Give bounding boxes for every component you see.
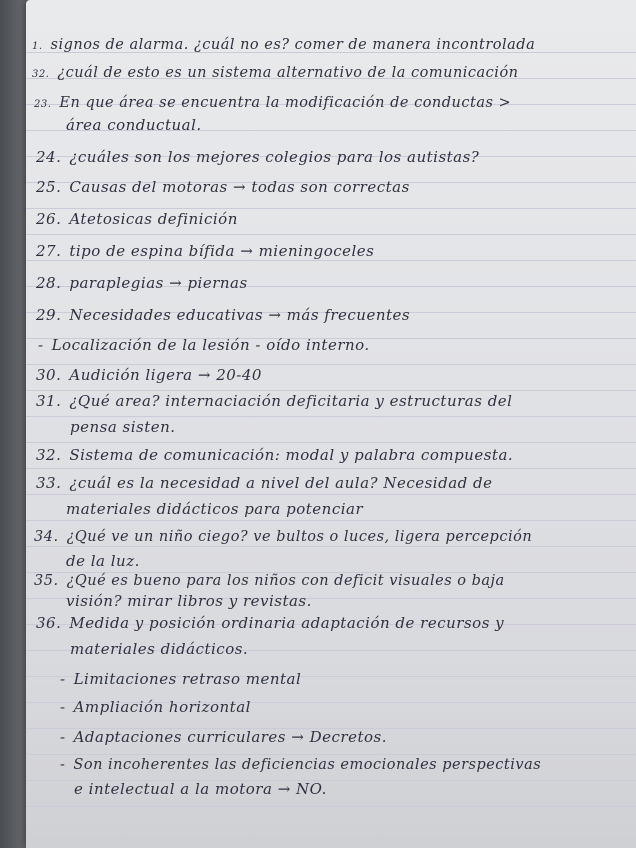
note-line-34 — [34, 528, 532, 546]
note-text: Causas del motoras → todas son correctas — [69, 178, 410, 196]
note-text: ¿cuál de esto es un sistema alternativo de la comunicación — [57, 65, 519, 81]
note-text: visión? mirar libros y revistas. — [66, 592, 312, 610]
note-text: Ampliación horizontal — [73, 698, 251, 716]
note-text: Audición ligera → 20-40 — [69, 366, 262, 384]
note-text: materiales didácticos. — [70, 640, 249, 658]
note-text: Atetosicas definición — [69, 210, 238, 228]
note-line-31 — [36, 392, 512, 410]
note-bullet: - — [60, 728, 66, 746]
note-text: ¿cuáles son los mejores colegios para los autistas? — [69, 148, 480, 166]
note-line-bullet-3 — [60, 728, 387, 746]
note-bullet: - — [60, 670, 66, 688]
note-text: Localización de la lesión - oído interno. — [51, 336, 370, 354]
note-line-24 — [36, 148, 479, 166]
note-number: 32. — [32, 69, 50, 80]
note-line-30 — [36, 366, 262, 384]
note-line-25 — [36, 178, 410, 196]
note-text: área conductual. — [66, 116, 202, 134]
note-bullet: - — [60, 698, 66, 716]
note-line-bullet-1 — [60, 670, 301, 688]
note-bullet: - — [38, 336, 44, 354]
note-number: 26. — [36, 210, 62, 228]
note-line-28 — [36, 274, 248, 292]
note-line-35 — [34, 572, 505, 590]
note-number: 24. — [36, 148, 62, 166]
note-line-2 — [32, 64, 519, 84]
note-line-1 — [32, 36, 535, 56]
note-number: 31. — [36, 392, 62, 410]
note-line-29b — [38, 336, 370, 354]
note-number: 30. — [36, 366, 62, 384]
note-line-33 — [36, 474, 493, 492]
note-line-36b — [70, 640, 248, 658]
note-text: Necesidades educativas → más frecuentes — [69, 306, 411, 324]
note-number: 23. — [34, 99, 52, 110]
note-line-32 — [36, 446, 513, 464]
note-text: Sistema de comunicación: modal y palabra compuesta. — [69, 446, 514, 464]
note-text: signos de alarma. ¿cuál no es? comer de manera incontrolada — [50, 37, 536, 53]
note-text: Medida y posición ordinaria adaptación de recursos y — [69, 614, 505, 632]
note-text: Adaptaciones curriculares → Decretos. — [73, 728, 387, 746]
note-line-26 — [36, 210, 238, 228]
note-text: de la luz. — [66, 552, 140, 570]
note-line-29 — [36, 306, 410, 324]
note-line-27 — [36, 242, 374, 260]
note-number: 33. — [36, 474, 62, 492]
note-text: ¿cuál es la necesidad a nivel del aula? Necesidad de — [69, 474, 493, 492]
note-line-35b — [66, 592, 312, 610]
note-text: ¿Qué area? internaciación deficitaria y estructuras del — [69, 392, 513, 410]
note-number: 27. — [36, 242, 62, 260]
note-text: e intelectual a la motora → NO. — [74, 780, 327, 798]
note-text: En que área se encuentra la modificación de conductas > — [59, 95, 512, 111]
note-number: 32. — [36, 446, 62, 464]
note-line-33b — [66, 500, 363, 518]
note-text: ¿Qué es bueno para los niños con deficit visuales o baja — [66, 573, 505, 589]
note-text: ¿Qué ve un niño ciego? ve bultos o luces, ligera percepción — [66, 529, 533, 545]
notebook-page — [26, 0, 636, 848]
note-number: 36. — [36, 614, 62, 632]
note-number: 25. — [36, 178, 62, 196]
note-line-bullet-4b — [74, 780, 327, 798]
note-text: materiales didácticos para potenciar — [66, 500, 364, 518]
note-number: 1. — [32, 41, 43, 52]
note-line-bullet-4 — [60, 756, 541, 774]
note-text: Son incoherentes las deficiencias emocionales perspectivas — [73, 757, 542, 773]
note-line-3b — [66, 116, 202, 134]
note-text: Limitaciones retraso mental — [73, 670, 302, 688]
note-line-36 — [36, 614, 504, 632]
note-number: 29. — [36, 306, 62, 324]
note-text: tipo de espina bífida → mieningoceles — [69, 242, 375, 260]
note-text: paraplegias → piernas — [69, 274, 248, 292]
note-bullet: - — [60, 757, 66, 773]
note-line-31b — [70, 418, 176, 436]
note-number: 28. — [36, 274, 62, 292]
note-line-34b — [66, 552, 140, 570]
note-text: pensa sisten. — [70, 418, 176, 436]
note-number: 34. — [34, 529, 59, 545]
note-line-bullet-2 — [60, 698, 251, 716]
note-number: 35. — [34, 573, 59, 589]
note-line-3 — [34, 94, 511, 114]
